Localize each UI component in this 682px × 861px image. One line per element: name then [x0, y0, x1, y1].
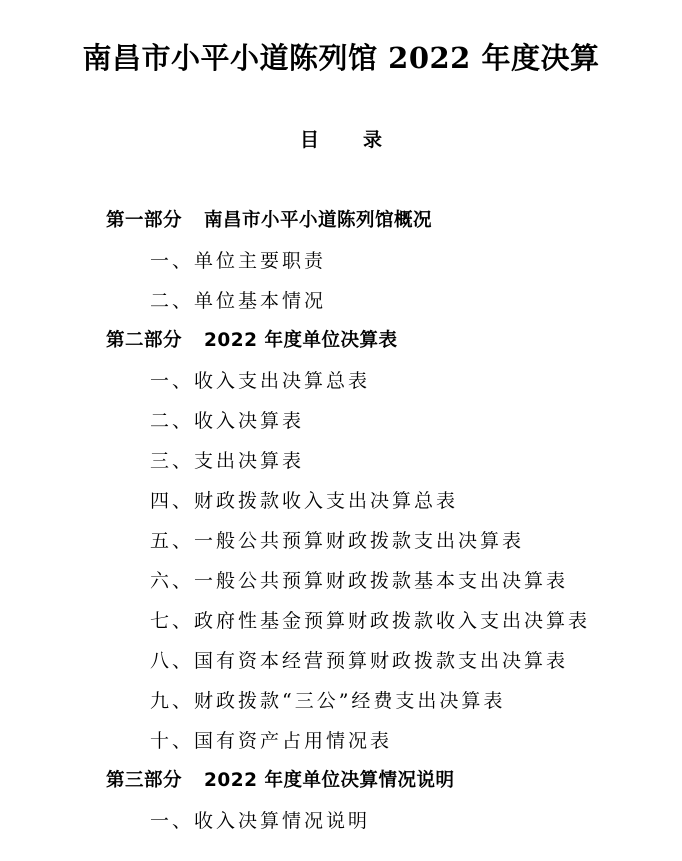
part-label: 第三部分: [106, 770, 183, 791]
toc-item: 四、财政拨款收入支出决算总表: [150, 490, 459, 512]
toc-item: 五、一般公共预算财政拨款支出决算表: [150, 530, 525, 552]
toc-item: 七、政府性基金预算财政拨款收入支出决算表: [150, 610, 591, 632]
table-of-contents: [0, 204, 682, 844]
toc-item: 一、单位主要职责: [150, 250, 327, 272]
toc-item: 一、收入决算情况说明: [150, 810, 371, 832]
toc-part-1: [0, 204, 682, 244]
toc-item: 八、国有资本经营预算财政拨款支出决算表: [150, 650, 569, 672]
part-title: 2022 年度单位决算情况说明: [204, 770, 455, 791]
part-title: 南昌市小平小道陈列馆概况: [204, 210, 433, 231]
part-label: 第一部分: [106, 210, 183, 231]
toc-part-2: [0, 324, 682, 364]
part-label: 第二部分: [106, 330, 183, 351]
part-title: 2022 年度单位决算表: [204, 330, 398, 351]
document-title: 南昌市小平小道陈列馆 2022 年度决算: [82, 41, 600, 75]
toc-item: 六、一般公共预算财政拨款基本支出决算表: [150, 570, 569, 592]
toc-item: 三、支出决算表: [150, 450, 305, 472]
toc-item: 二、单位基本情况: [150, 290, 327, 312]
toc-item: 九、财政拨款“三公”经费支出决算表: [150, 690, 506, 712]
toc-item: 二、收入决算表: [150, 410, 305, 432]
toc-item: 一、收入支出决算总表: [150, 370, 371, 392]
toc-heading: 目录: [299, 129, 426, 151]
toc-item: 十、国有资产占用情况表: [150, 730, 393, 752]
toc-part-3: [0, 764, 682, 804]
